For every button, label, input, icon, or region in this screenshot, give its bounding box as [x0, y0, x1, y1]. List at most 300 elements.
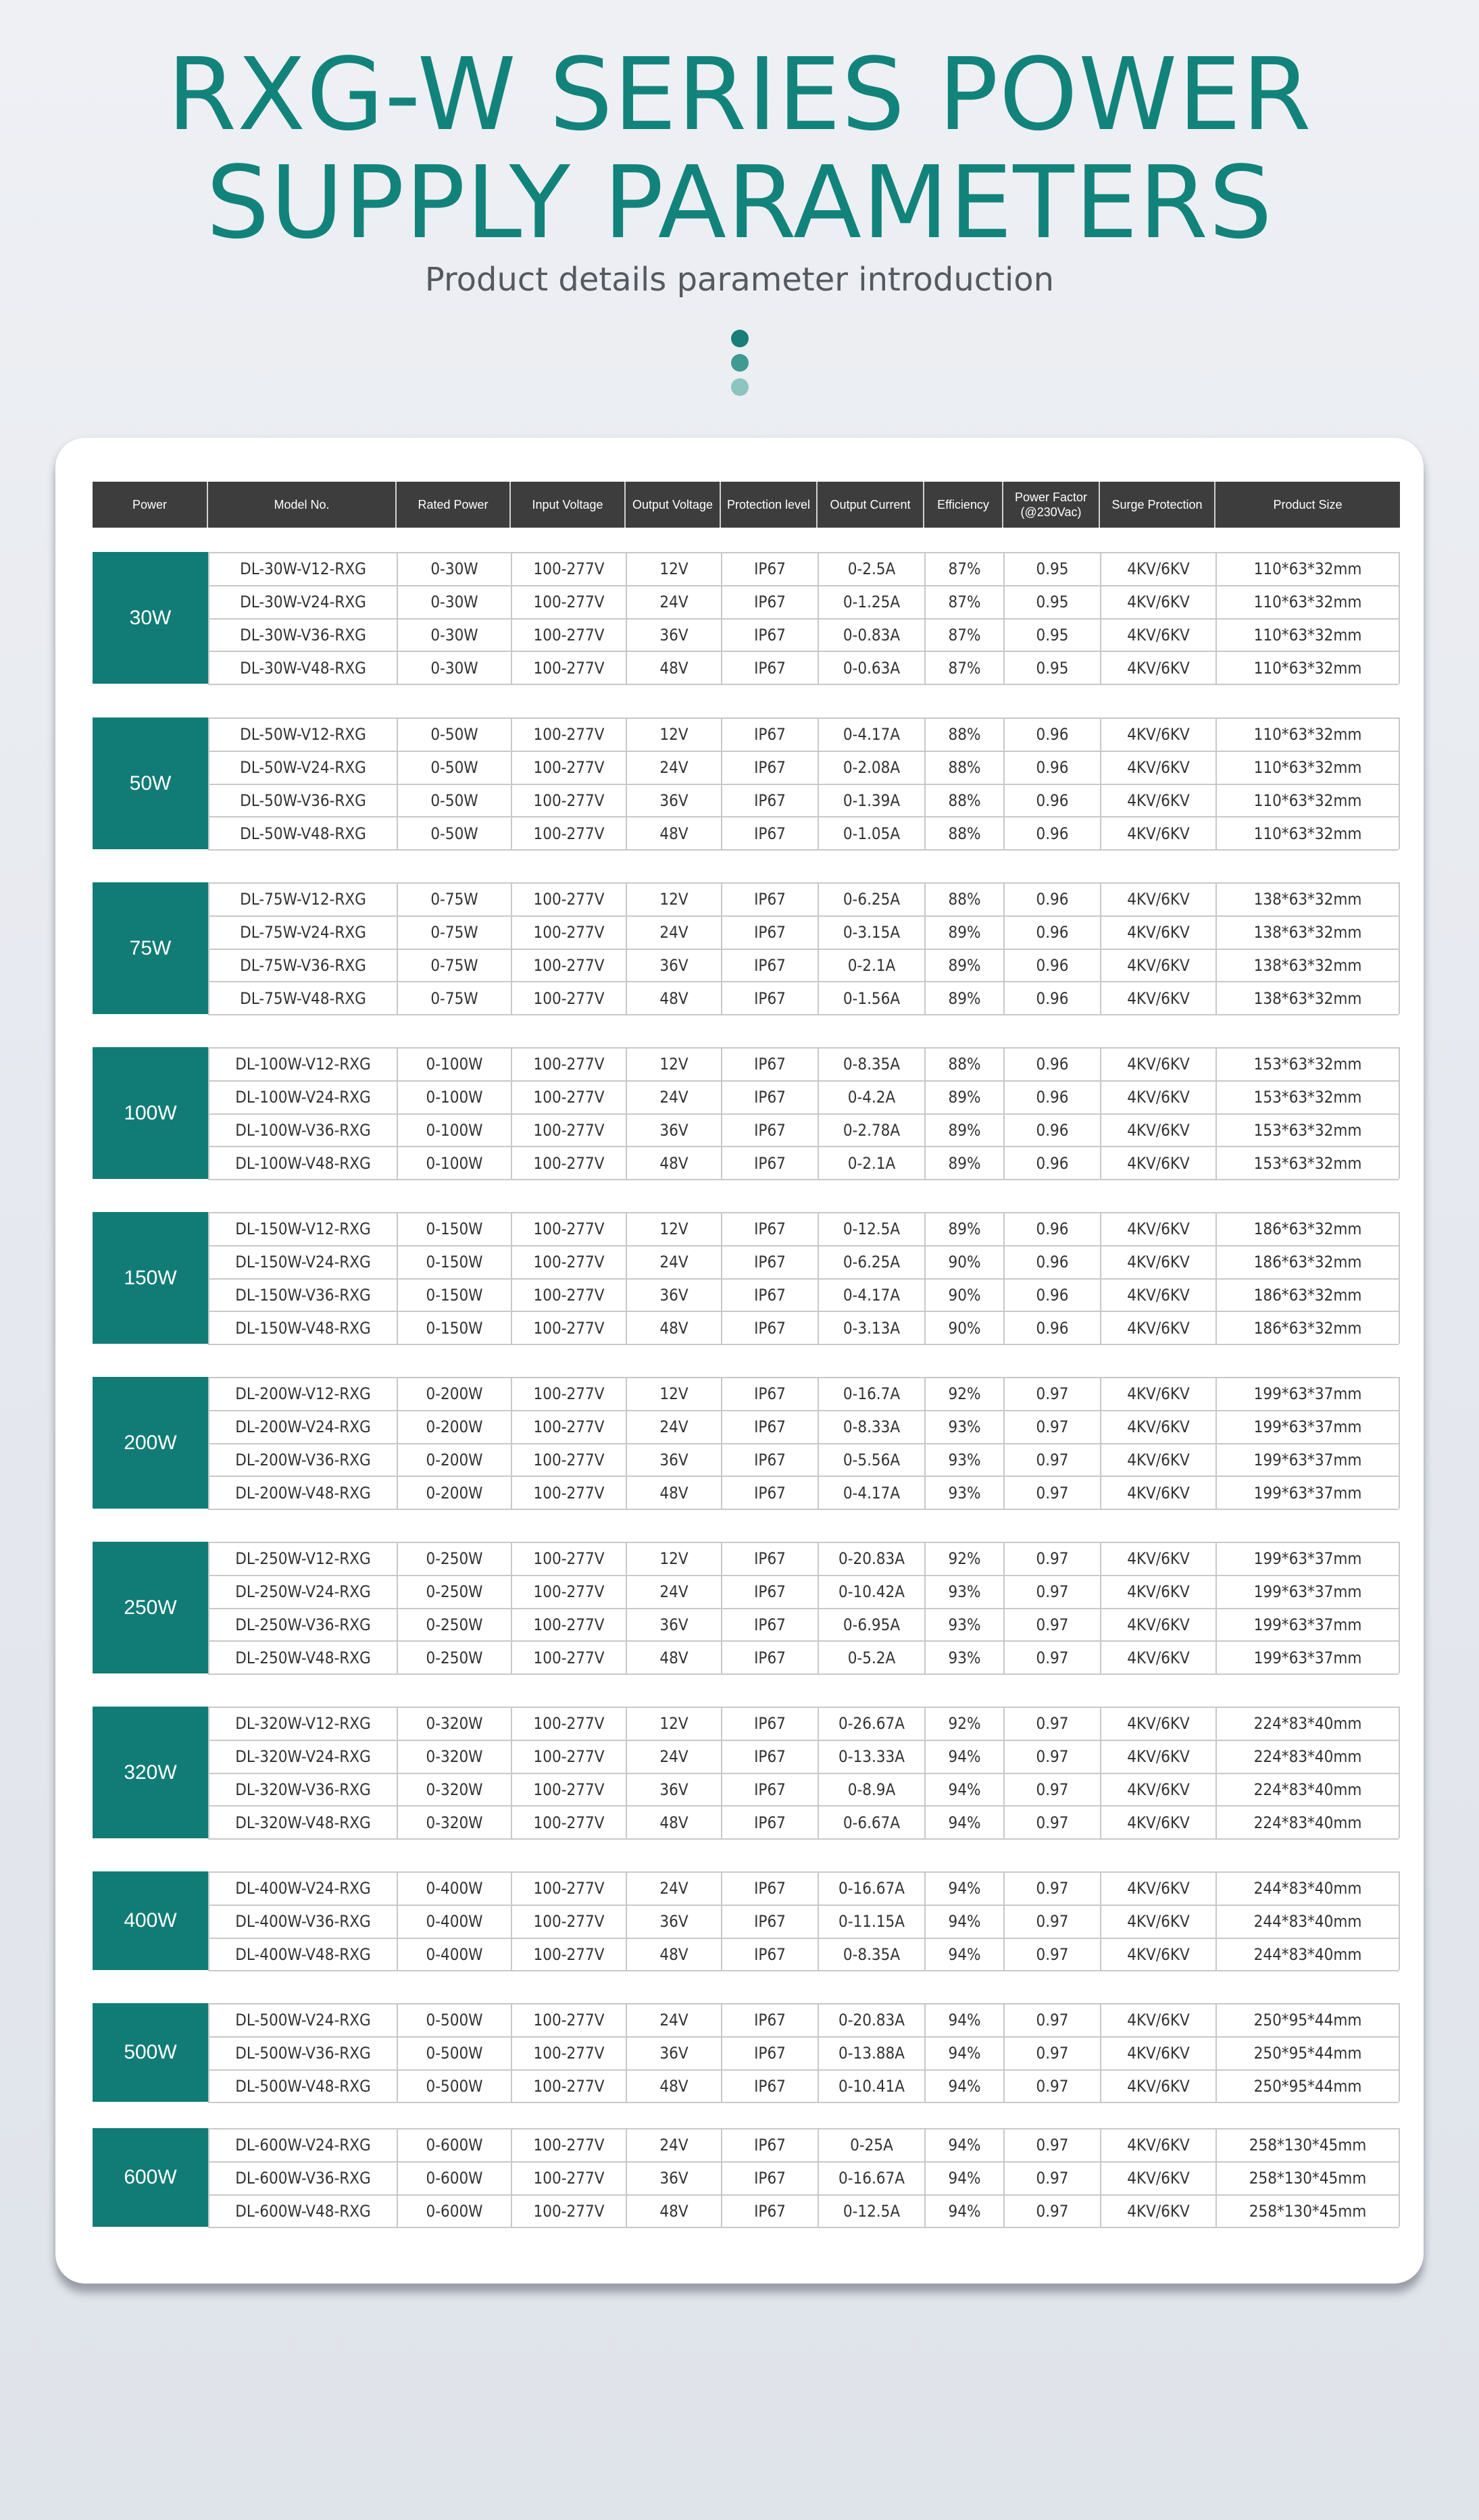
table-row [208, 1115, 1399, 1148]
power-factor-cell: 0.96 [1003, 1049, 1100, 1080]
output-current-cell: 0-2.1A [818, 1147, 924, 1179]
efficiency-cell: 89% [924, 982, 1003, 1014]
power-factor-cell: 0.95 [1003, 652, 1100, 684]
input-voltage-cell: 100-277V [511, 1741, 626, 1773]
rated-power-cell: 0-600W [397, 2130, 511, 2161]
product-size-cell: 153*63*32mm [1215, 1049, 1399, 1080]
model-no-cell: DL-400W-V48-RXG [208, 1939, 397, 1971]
output-voltage-cell: 48V [626, 1312, 721, 1344]
power-factor-cell: 0.97 [1003, 1543, 1100, 1575]
protection-level-cell: IP67 [721, 1411, 818, 1443]
input-voltage-cell: 100-277V [511, 982, 626, 1014]
output-voltage-cell: 12V [626, 1049, 721, 1080]
rated-power-cell: 0-150W [397, 1213, 511, 1245]
power-factor-cell: 0.95 [1003, 620, 1100, 651]
input-voltage-cell: 100-277V [511, 2163, 626, 2194]
input-voltage-cell: 100-277V [511, 752, 626, 784]
input-voltage-cell: 100-277V [511, 1774, 626, 1806]
efficiency-cell: 90% [924, 1312, 1003, 1344]
rated-power-cell: 0-250W [397, 1609, 511, 1641]
efficiency-cell: 87% [924, 652, 1003, 684]
protection-level-cell: IP67 [721, 982, 818, 1014]
protection-level-cell: IP67 [721, 2196, 818, 2227]
product-size-cell: 224*83*40mm [1215, 1741, 1399, 1773]
protection-level-cell: IP67 [721, 1147, 818, 1179]
protection-level-cell: IP67 [721, 1708, 818, 1740]
input-voltage-cell: 100-277V [511, 1477, 626, 1509]
rated-power-cell: 0-200W [397, 1444, 511, 1476]
product-size-cell: 138*63*32mm [1215, 917, 1399, 949]
output-current-cell: 0-2.78A [818, 1115, 924, 1146]
model-no-cell: DL-100W-V36-RXG [208, 1115, 397, 1146]
input-voltage-cell: 100-277V [511, 1642, 626, 1673]
power-factor-cell: 0.97 [1003, 1741, 1100, 1773]
output-current-cell: 0-12.5A [818, 2196, 924, 2227]
output-current-cell: 0-8.35A [818, 1049, 924, 1080]
protection-level-cell: IP67 [721, 1477, 818, 1509]
protection-level-cell: IP67 [721, 1642, 818, 1673]
rated-power-cell: 0-200W [397, 1477, 511, 1509]
power-group [93, 2003, 1400, 2102]
protection-level-cell: IP67 [721, 620, 818, 651]
power-cell: 30W [93, 552, 208, 684]
output-voltage-cell: 48V [626, 817, 721, 849]
efficiency-cell: 94% [924, 2071, 1003, 2102]
power-group [93, 1871, 1400, 1970]
power-factor-cell: 0.97 [1003, 1609, 1100, 1641]
power-factor-cell: 0.97 [1003, 1939, 1100, 1971]
product-size-cell: 186*63*32mm [1215, 1312, 1399, 1344]
product-size-cell: 110*63*32mm [1215, 719, 1399, 751]
output-voltage-cell: 36V [626, 1774, 721, 1806]
protection-level-cell: IP67 [721, 1939, 818, 1971]
model-no-cell: DL-30W-V24-RXG [208, 586, 397, 618]
model-no-cell: DL-30W-V36-RXG [208, 620, 397, 651]
protection-level-cell: IP67 [721, 817, 818, 849]
product-size-cell: 110*63*32mm [1215, 817, 1399, 849]
output-current-cell: 0-16.67A [818, 2163, 924, 2194]
model-no-cell: DL-150W-V24-RXG [208, 1246, 397, 1278]
model-no-cell: DL-250W-V36-RXG [208, 1609, 397, 1641]
group-rows [208, 1707, 1400, 1838]
table-row [208, 1576, 1399, 1609]
title-line-1: RXG-W SERIES POWER [167, 36, 1312, 153]
rated-power-cell: 0-50W [397, 817, 511, 849]
protection-level-cell: IP67 [721, 1115, 818, 1146]
model-no-cell: DL-600W-V48-RXG [208, 2196, 397, 2227]
input-voltage-cell: 100-277V [511, 1543, 626, 1575]
output-current-cell: 0-13.33A [818, 1741, 924, 1773]
product-size-cell: 199*63*37mm [1215, 1642, 1399, 1673]
product-size-cell: 110*63*32mm [1215, 620, 1399, 651]
power-cell: 50W [93, 717, 208, 849]
model-no-cell: DL-320W-V48-RXG [208, 1807, 397, 1838]
surge-protection-cell: 4KV/6KV [1100, 1543, 1215, 1575]
dot-icon [731, 330, 749, 347]
output-current-cell: 0-6.25A [818, 1246, 924, 1278]
table-row [208, 2038, 1399, 2071]
product-size-cell: 110*63*32mm [1215, 752, 1399, 784]
model-no-cell: DL-500W-V36-RXG [208, 2038, 397, 2069]
protection-level-cell: IP67 [721, 1543, 818, 1575]
rated-power-cell: 0-500W [397, 2071, 511, 2102]
surge-protection-cell: 4KV/6KV [1100, 1906, 1215, 1938]
surge-protection-cell: 4KV/6KV [1100, 1576, 1215, 1608]
rated-power-cell: 0-200W [397, 1411, 511, 1443]
surge-protection-cell: 4KV/6KV [1100, 1939, 1215, 1971]
efficiency-cell: 94% [924, 2038, 1003, 2069]
table-row [208, 1807, 1399, 1840]
power-group [93, 1377, 1400, 1509]
model-no-cell: DL-75W-V36-RXG [208, 950, 397, 982]
product-size-cell: 138*63*32mm [1215, 982, 1399, 1014]
model-no-cell: DL-50W-V48-RXG [208, 817, 397, 849]
efficiency-cell: 88% [924, 752, 1003, 784]
output-current-cell: 0-4.17A [818, 1477, 924, 1509]
table-row [208, 620, 1399, 653]
product-size-cell: 244*83*40mm [1215, 1939, 1399, 1971]
input-voltage-cell: 100-277V [511, 2005, 626, 2036]
group-rows [208, 1542, 1400, 1673]
rated-power-cell: 0-50W [397, 785, 511, 817]
surge-protection-cell: 4KV/6KV [1100, 2196, 1215, 2227]
surge-protection-cell: 4KV/6KV [1100, 1444, 1215, 1476]
page-title [0, 36, 1479, 261]
efficiency-cell: 93% [924, 1642, 1003, 1673]
power-cell: 100W [93, 1047, 208, 1179]
input-voltage-cell: 100-277V [511, 817, 626, 849]
product-size-cell: 186*63*32mm [1215, 1246, 1399, 1278]
surge-protection-cell: 4KV/6KV [1100, 1246, 1215, 1278]
rated-power-cell: 0-200W [397, 1378, 511, 1410]
power-group [93, 552, 1400, 684]
power-factor-cell: 0.96 [1003, 1082, 1100, 1113]
product-size-cell: 250*95*44mm [1215, 2071, 1399, 2102]
table-row [208, 1312, 1399, 1345]
table-row [208, 1939, 1399, 1972]
surge-protection-cell: 4KV/6KV [1100, 1049, 1215, 1080]
power-factor-cell: 0.97 [1003, 2005, 1100, 2036]
title-line-2: SUPPLY PARAMETERS [205, 145, 1274, 261]
input-voltage-cell: 100-277V [511, 1147, 626, 1179]
product-size-cell: 199*63*37mm [1215, 1543, 1399, 1575]
power-cell: 600W [93, 2128, 208, 2227]
rated-power-cell: 0-100W [397, 1082, 511, 1113]
input-voltage-cell: 100-277V [511, 2038, 626, 2069]
protection-level-cell: IP67 [721, 785, 818, 817]
efficiency-cell: 90% [924, 1280, 1003, 1311]
protection-level-cell: IP67 [721, 1576, 818, 1608]
output-current-cell: 0-5.2A [818, 1642, 924, 1673]
table-row [208, 982, 1399, 1015]
power-factor-cell: 0.97 [1003, 1774, 1100, 1806]
efficiency-cell: 89% [924, 1147, 1003, 1179]
output-voltage-cell: 24V [626, 2130, 721, 2161]
output-voltage-cell: 36V [626, 785, 721, 817]
group-rows [208, 2128, 1400, 2227]
surge-protection-cell: 4KV/6KV [1100, 1477, 1215, 1509]
input-voltage-cell: 100-277V [511, 1115, 626, 1146]
output-voltage-cell: 48V [626, 1147, 721, 1179]
header-efficiency: Efficiency [924, 482, 1003, 528]
model-no-cell: DL-600W-V36-RXG [208, 2163, 397, 2194]
surge-protection-cell: 4KV/6KV [1100, 950, 1215, 982]
efficiency-cell: 94% [924, 1774, 1003, 1806]
rated-power-cell: 0-400W [397, 1939, 511, 1971]
output-current-cell: 0-6.67A [818, 1807, 924, 1838]
protection-level-cell: IP67 [721, 719, 818, 751]
surge-protection-cell: 4KV/6KV [1100, 1378, 1215, 1410]
output-voltage-cell: 24V [626, 1082, 721, 1113]
power-factor-cell: 0.97 [1003, 1906, 1100, 1938]
power-cell: 400W [93, 1871, 208, 1970]
efficiency-cell: 94% [924, 1873, 1003, 1905]
rated-power-cell: 0-600W [397, 2163, 511, 2194]
product-size-cell: 244*83*40mm [1215, 1906, 1399, 1938]
output-current-cell: 0-10.41A [818, 2071, 924, 2102]
protection-level-cell: IP67 [721, 2038, 818, 2069]
power-factor-cell: 0.97 [1003, 1411, 1100, 1443]
protection-level-cell: IP67 [721, 2130, 818, 2161]
surge-protection-cell: 4KV/6KV [1100, 1642, 1215, 1673]
efficiency-cell: 93% [924, 1444, 1003, 1476]
output-voltage-cell: 24V [626, 1411, 721, 1443]
surge-protection-cell: 4KV/6KV [1100, 586, 1215, 618]
efficiency-cell: 88% [924, 1049, 1003, 1080]
rated-power-cell: 0-320W [397, 1741, 511, 1773]
power-factor-cell: 0.96 [1003, 950, 1100, 982]
efficiency-cell: 88% [924, 884, 1003, 915]
efficiency-cell: 94% [924, 1906, 1003, 1938]
output-voltage-cell: 36V [626, 950, 721, 982]
efficiency-cell: 94% [924, 2196, 1003, 2227]
output-current-cell: 0-2.5A [818, 553, 924, 585]
input-voltage-cell: 100-277V [511, 1280, 626, 1311]
output-voltage-cell: 12V [626, 1213, 721, 1245]
table-row [208, 719, 1399, 752]
rated-power-cell: 0-600W [397, 2196, 511, 2227]
surge-protection-cell: 4KV/6KV [1100, 1280, 1215, 1311]
input-voltage-cell: 100-277V [511, 917, 626, 949]
input-voltage-cell: 100-277V [511, 1378, 626, 1410]
protection-level-cell: IP67 [721, 2163, 818, 2194]
power-factor-cell: 0.97 [1003, 2163, 1100, 2194]
product-size-cell: 153*63*32mm [1215, 1082, 1399, 1113]
table-row [208, 2130, 1399, 2163]
rated-power-cell: 0-30W [397, 586, 511, 618]
model-no-cell: DL-100W-V24-RXG [208, 1082, 397, 1113]
model-no-cell: DL-250W-V12-RXG [208, 1543, 397, 1575]
power-factor-cell: 0.97 [1003, 1873, 1100, 1905]
header-protection-level: Protection level [721, 482, 818, 528]
efficiency-cell: 93% [924, 1477, 1003, 1509]
output-current-cell: 0-1.25A [818, 586, 924, 618]
table-row [208, 785, 1399, 818]
power-group [93, 882, 1400, 1014]
efficiency-cell: 92% [924, 1543, 1003, 1575]
output-voltage-cell: 12V [626, 1543, 721, 1575]
model-no-cell: DL-320W-V36-RXG [208, 1774, 397, 1806]
protection-level-cell: IP67 [721, 1312, 818, 1344]
protection-level-cell: IP67 [721, 2071, 818, 2102]
table-row [208, 1213, 1399, 1246]
protection-level-cell: IP67 [721, 553, 818, 585]
protection-level-cell: IP67 [721, 586, 818, 618]
model-no-cell: DL-200W-V48-RXG [208, 1477, 397, 1509]
power-group [93, 1542, 1400, 1673]
decorative-dots [730, 330, 750, 403]
surge-protection-cell: 4KV/6KV [1100, 1741, 1215, 1773]
table-row [208, 1708, 1399, 1741]
power-group [93, 2128, 1400, 2227]
surge-protection-cell: 4KV/6KV [1100, 2005, 1215, 2036]
output-voltage-cell: 36V [626, 1906, 721, 1938]
table-row [208, 1049, 1399, 1082]
efficiency-cell: 94% [924, 1939, 1003, 1971]
output-current-cell: 0-1.56A [818, 982, 924, 1014]
surge-protection-cell: 4KV/6KV [1100, 1708, 1215, 1740]
rated-power-cell: 0-30W [397, 553, 511, 585]
table-row [208, 817, 1399, 851]
input-voltage-cell: 100-277V [511, 1246, 626, 1278]
parameter-card [55, 438, 1424, 2284]
power-factor-cell: 0.96 [1003, 785, 1100, 817]
product-size-cell: 153*63*32mm [1215, 1115, 1399, 1146]
rated-power-cell: 0-100W [397, 1147, 511, 1179]
table-row [208, 884, 1399, 917]
efficiency-cell: 89% [924, 1082, 1003, 1113]
power-factor-cell: 0.97 [1003, 1642, 1100, 1673]
output-voltage-cell: 36V [626, 1115, 721, 1146]
output-current-cell: 0-0.63A [818, 652, 924, 684]
protection-level-cell: IP67 [721, 1609, 818, 1641]
model-no-cell: DL-150W-V12-RXG [208, 1213, 397, 1245]
product-size-cell: 138*63*32mm [1215, 950, 1399, 982]
rated-power-cell: 0-250W [397, 1576, 511, 1608]
output-current-cell: 0-12.5A [818, 1213, 924, 1245]
surge-protection-cell: 4KV/6KV [1100, 1147, 1215, 1179]
model-no-cell: DL-250W-V24-RXG [208, 1576, 397, 1608]
power-group [93, 717, 1400, 849]
efficiency-cell: 88% [924, 817, 1003, 849]
power-factor-cell: 0.96 [1003, 1213, 1100, 1245]
output-voltage-cell: 36V [626, 620, 721, 651]
protection-level-cell: IP67 [721, 1378, 818, 1410]
model-no-cell: DL-200W-V24-RXG [208, 1411, 397, 1443]
input-voltage-cell: 100-277V [511, 652, 626, 684]
efficiency-cell: 92% [924, 1378, 1003, 1410]
rated-power-cell: 0-75W [397, 950, 511, 982]
product-size-cell: 110*63*32mm [1215, 586, 1399, 618]
protection-level-cell: IP67 [721, 884, 818, 915]
model-no-cell: DL-75W-V48-RXG [208, 982, 397, 1014]
rated-power-cell: 0-150W [397, 1280, 511, 1311]
output-current-cell: 0-8.35A [818, 1939, 924, 1971]
input-voltage-cell: 100-277V [511, 1082, 626, 1113]
model-no-cell: DL-75W-V12-RXG [208, 884, 397, 915]
power-group [93, 1047, 1400, 1179]
product-size-cell: 244*83*40mm [1215, 1873, 1399, 1905]
output-voltage-cell: 24V [626, 2005, 721, 2036]
rated-power-cell: 0-400W [397, 1873, 511, 1905]
surge-protection-cell: 4KV/6KV [1100, 982, 1215, 1014]
output-current-cell: 0-1.05A [818, 817, 924, 849]
surge-protection-cell: 4KV/6KV [1100, 1411, 1215, 1443]
product-size-cell: 250*95*44mm [1215, 2038, 1399, 2069]
rated-power-cell: 0-500W [397, 2038, 511, 2069]
product-size-cell: 153*63*32mm [1215, 1147, 1399, 1179]
output-voltage-cell: 12V [626, 719, 721, 751]
group-rows [208, 1871, 1400, 1970]
input-voltage-cell: 100-277V [511, 553, 626, 585]
table-row [208, 2163, 1399, 2196]
output-current-cell: 0-6.95A [818, 1609, 924, 1641]
output-voltage-cell: 24V [626, 752, 721, 784]
power-cell: 150W [93, 1212, 208, 1344]
product-size-cell: 199*63*37mm [1215, 1444, 1399, 1476]
efficiency-cell: 94% [924, 1741, 1003, 1773]
power-cell: 320W [93, 1707, 208, 1838]
surge-protection-cell: 4KV/6KV [1100, 884, 1215, 915]
model-no-cell: DL-50W-V24-RXG [208, 752, 397, 784]
table-row [208, 1543, 1399, 1576]
output-voltage-cell: 12V [626, 884, 721, 915]
surge-protection-cell: 4KV/6KV [1100, 1609, 1215, 1641]
product-size-cell: 250*95*44mm [1215, 2005, 1399, 2036]
product-size-cell: 110*63*32mm [1215, 785, 1399, 817]
output-current-cell: 0-8.9A [818, 1774, 924, 1806]
table-row [208, 1082, 1399, 1115]
output-voltage-cell: 48V [626, 1642, 721, 1673]
header-surge-protection: Surge Protection [1100, 482, 1215, 528]
surge-protection-cell: 4KV/6KV [1100, 719, 1215, 751]
surge-protection-cell: 4KV/6KV [1100, 1082, 1215, 1113]
table-row [208, 1411, 1399, 1444]
power-factor-cell: 0.96 [1003, 1280, 1100, 1311]
surge-protection-cell: 4KV/6KV [1100, 1213, 1215, 1245]
input-voltage-cell: 100-277V [511, 1609, 626, 1641]
power-factor-cell: 0.96 [1003, 982, 1100, 1014]
output-current-cell: 0-13.88A [818, 2038, 924, 2069]
group-rows [208, 1047, 1400, 1179]
rated-power-cell: 0-100W [397, 1049, 511, 1080]
product-size-cell: 199*63*37mm [1215, 1609, 1399, 1641]
output-current-cell: 0-3.13A [818, 1312, 924, 1344]
group-rows [208, 2003, 1400, 2102]
header-input-voltage: Input Voltage [511, 482, 626, 528]
protection-level-cell: IP67 [721, 1049, 818, 1080]
rated-power-cell: 0-50W [397, 752, 511, 784]
efficiency-cell: 88% [924, 719, 1003, 751]
table-row [208, 752, 1399, 785]
table-row [208, 1378, 1399, 1411]
power-factor-cell: 0.97 [1003, 1477, 1100, 1509]
protection-level-cell: IP67 [721, 752, 818, 784]
power-group [93, 1707, 1400, 1838]
power-cell: 200W [93, 1377, 208, 1509]
output-voltage-cell: 12V [626, 553, 721, 585]
input-voltage-cell: 100-277V [511, 1939, 626, 1971]
output-current-cell: 0-26.67A [818, 1708, 924, 1740]
product-size-cell: 224*83*40mm [1215, 1774, 1399, 1806]
protection-level-cell: IP67 [721, 1246, 818, 1278]
output-voltage-cell: 24V [626, 586, 721, 618]
product-size-cell: 110*63*32mm [1215, 652, 1399, 684]
power-factor-cell: 0.96 [1003, 884, 1100, 915]
surge-protection-cell: 4KV/6KV [1100, 1774, 1215, 1806]
output-current-cell: 0-3.15A [818, 917, 924, 949]
surge-protection-cell: 4KV/6KV [1100, 652, 1215, 684]
